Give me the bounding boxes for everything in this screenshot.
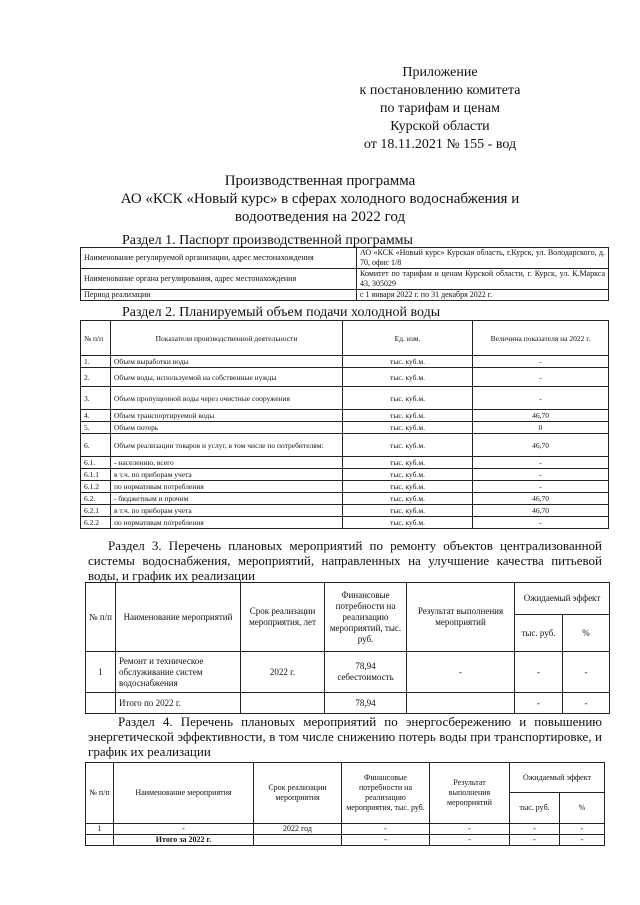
row-unit: тыс. куб.м. [343,356,473,368]
row-num: 6.1.1 [81,469,111,481]
total-pct: - [560,835,605,846]
finance-value: 78,94 [355,661,376,671]
total-result [407,693,515,714]
section2-heading: Раздел 2. Планируемый объем подачи холодной воды [122,305,441,320]
table-row [81,422,609,434]
header-effect: Ожидаемый эффект [515,583,610,615]
header-num: № п/п [86,583,116,652]
table-row [81,368,609,387]
row-value: - [473,356,609,368]
row-pct: - [560,824,605,835]
row-num: 1 [86,824,114,835]
header-term: Срок реализации мероприятия [254,763,342,824]
header-effect-pct: % [560,793,605,824]
row-unit: тыс. куб.м. [343,469,473,481]
header-effect-rub: тыс. руб. [510,793,560,824]
row-value: - [473,368,609,387]
header-finance: Финансовые потребности на реализацию мероприятий, тыс. руб. [325,583,407,652]
table-cell: АО «КСК «Новый курс» Курская область, г.Курск, ул. Володарского, д. 70, офис 1/8 [357,248,609,269]
row-name: - [114,824,254,835]
row-num: 6.1.2 [81,481,111,493]
energy-plan-table [85,762,605,846]
table-row [81,481,609,493]
row-unit: тыс. куб.м. [343,422,473,434]
document-title [90,172,550,226]
row-value: - [473,457,609,469]
total-finance: 78,94 [325,693,407,714]
row-num: 5. [81,422,111,434]
total-empty [86,835,114,846]
row-value: - [473,517,609,529]
row-value: 46,70 [473,493,609,505]
table-row [81,434,609,457]
table-row [81,356,609,368]
row-num: 1. [81,356,111,368]
header-indicator: Показатели производственной деятельности [111,321,343,356]
table-cell: Комитет по тарифам и ценам Курской области, г. Курск, ул. К.Маркса 43, 305029 [357,269,609,290]
total-empty [86,693,116,714]
appendix-block [320,64,560,154]
row-value: - [473,469,609,481]
total-term [254,835,342,846]
table-header-row [81,321,609,356]
table-row [81,410,609,422]
row-num: 6.2.1 [81,505,111,517]
table-row [81,387,609,410]
row-name: Объем потерь [111,422,343,434]
header-unit: Ед. изм. [343,321,473,356]
row-term: 2022 г. [241,652,325,693]
total-pct: - [563,693,610,714]
row-value: 46,70 [473,434,609,457]
row-unit: тыс. куб.м. [343,493,473,505]
appendix-line: к постановлению комитета [359,83,521,98]
row-num: 2. [81,368,111,387]
table-row [81,248,609,269]
total-label: Итого за 2022 г. [114,835,254,846]
table-row [81,493,609,505]
repair-plan-table [85,582,610,714]
row-value: 46,70 [473,505,609,517]
table-row [81,517,609,529]
row-result: - [430,824,510,835]
row-num: 4. [81,410,111,422]
appendix-line: от 18.11.2021 № 155 - вод [363,137,517,152]
table-row [81,469,609,481]
row-unit: тыс. куб.м. [343,410,473,422]
header-num: № п/п [81,321,111,356]
row-name: Объем выработки воды [111,356,343,368]
total-result: - [430,835,510,846]
row-name: по нормативам потребления [111,517,343,529]
header-result: Результат выполнения мероприятий [430,763,510,824]
appendix-line: по тарифам и ценам [380,101,500,116]
appendix-line: Приложение [402,65,478,80]
row-num: 6.1. [81,457,111,469]
section1-heading: Раздел 1. Паспорт производственной программы [122,233,413,248]
table-row [86,824,605,835]
row-unit: тыс. куб.м. [343,517,473,529]
row-unit: тыс. куб.м. [343,505,473,517]
header-term: Срок реализации мероприятия, лет [241,583,325,652]
row-name: Объем воды, используемой на собственные нужды [111,368,343,387]
row-value: 46,70 [473,410,609,422]
header-num: № п/п [86,763,114,824]
row-name: в т.ч. по приборам учета [111,469,343,481]
row-value: - [473,481,609,493]
row-result: - [407,652,515,693]
header-value: Величина показателя на 2022 г. [473,321,609,356]
row-unit: тыс. куб.м. [343,457,473,469]
row-name: Объем реализации товаров и услуг, в том числе по потребителям: [111,434,343,457]
row-name: Объем транспортируемой воды [111,410,343,422]
row-num: 1 [86,652,116,693]
row-unit: тыс. куб.м. [343,434,473,457]
header-name: Наименование мероприятия [114,763,254,824]
table-header-row [86,583,610,615]
passport-table [80,247,609,301]
row-name: по нормативам потребления [111,481,343,493]
header-effect-pct: % [563,615,610,652]
row-num: 6.2.2 [81,517,111,529]
row-finance [325,652,407,693]
row-name: Ремонт и техническое обслуживание систем водоснабжения [116,652,241,693]
header-effect-rub: тыс. руб. [515,615,563,652]
table-header-row [86,763,605,793]
title-line: АО «КСК «Новый курс» в сферах холодного водоснабжения и [120,191,520,207]
total-finance: - [342,835,430,846]
header-name: Наименование мероприятий [116,583,241,652]
section3-heading: Раздел 3. Перечень плановых мероприятий по ремонту объектов централизованной системы водоснабжения, мероприятий, направленных на улучшение качества питьевой воды, и график их реализации [88,538,602,583]
table-row [81,457,609,469]
total-term [241,693,325,714]
table-row [81,505,609,517]
row-num: 6. [81,434,111,457]
row-name: Объем пропущенной воды через очистные сооружения [111,387,343,410]
table-cell: Наименование регулируемой организации, адрес местонахождения [81,248,357,269]
row-name: - бюджетным и прочим [111,493,343,505]
title-line: водоотведения на 2022 год [234,209,406,225]
finance-note: себестоимость [337,672,394,682]
table-row [86,652,610,693]
table-total-row [86,835,605,846]
total-rub: - [510,835,560,846]
appendix-line: Курской области [390,119,490,134]
row-term: 2022 год [254,824,342,835]
row-num: 6.2. [81,493,111,505]
table-cell: Наименование органа регулирования, адрес местонахождения [81,269,357,290]
row-rub: - [515,652,563,693]
row-unit: тыс. куб.м. [343,387,473,410]
row-num: 3. [81,387,111,410]
row-pct: - [563,652,610,693]
section4-heading: Раздел 4. Перечень плановых мероприятий по энергосбережению и повышению энергетической эффективности, в том числе снижению потерь воды при транспортировке, и график их реализации [88,714,602,759]
header-effect: Ожидаемый эффект [510,763,605,793]
table-cell: Период реализации [81,290,357,301]
total-label: Итого по 2022 г. [116,693,241,714]
title-line: Производственная программа [224,173,416,189]
row-finance: - [342,824,430,835]
table-row [81,290,609,301]
row-value: 0 [473,422,609,434]
row-name: в т.ч. по приборам учета [111,505,343,517]
row-value: - [473,387,609,410]
header-finance: Финансовые потребности на реализацию мероприятия, тыс. руб. [342,763,430,824]
total-rub: - [515,693,563,714]
header-result: Результат выполнения мероприятий [407,583,515,652]
table-total-row [86,693,610,714]
table-cell: с 1 января 2022 г. по 31 декабря 2022 г. [357,290,609,301]
table-row [81,269,609,290]
water-volume-table [80,320,609,529]
row-name: - населению, всего [111,457,343,469]
row-rub: - [510,824,560,835]
row-unit: тыс. куб.м. [343,368,473,387]
row-unit: тыс. куб.м. [343,481,473,493]
